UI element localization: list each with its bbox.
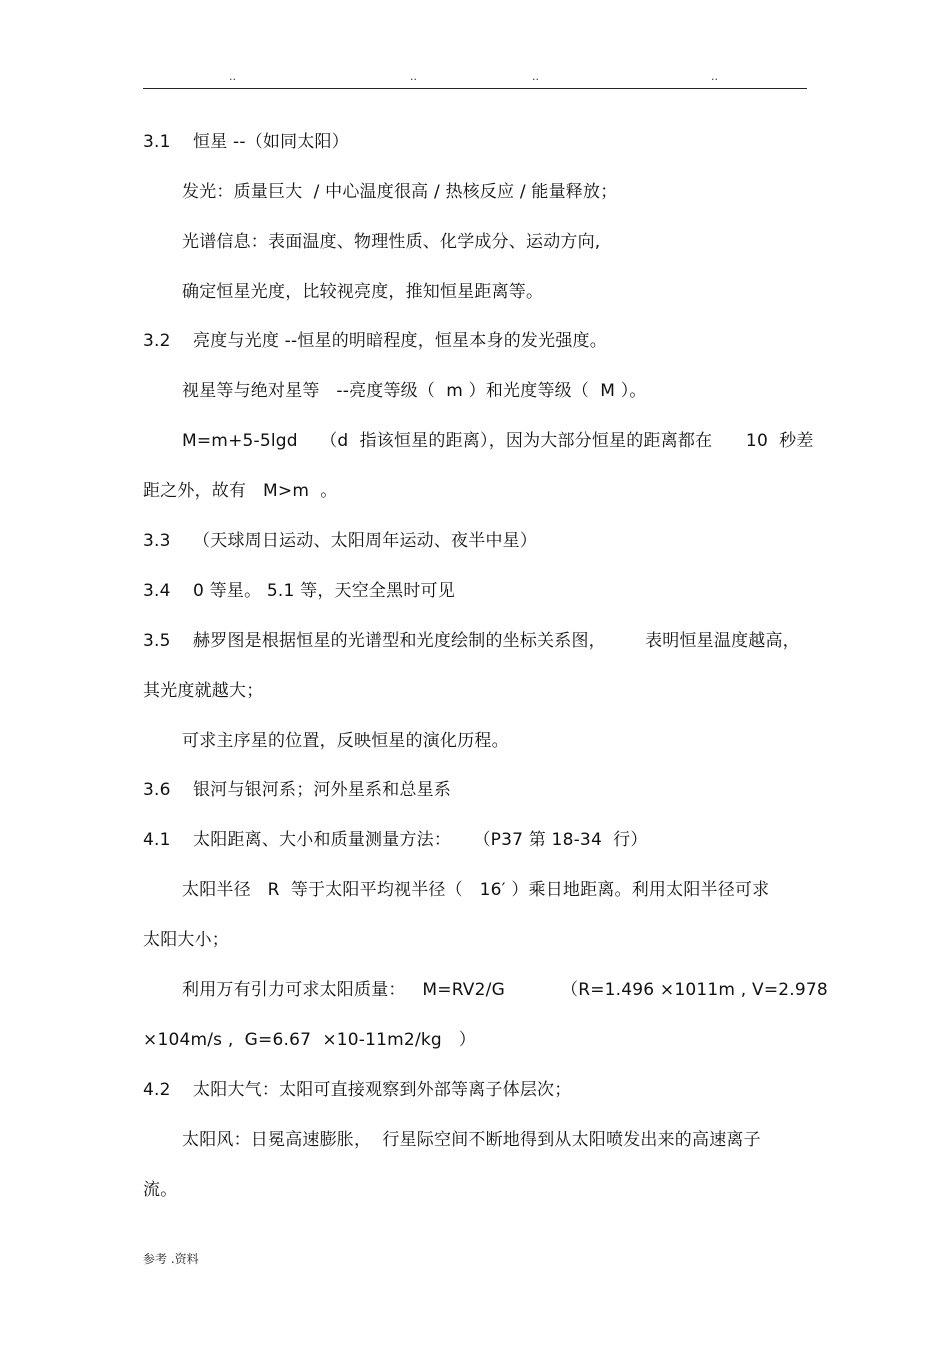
paragraph-line: 确定恒星光度，比较视亮度，推知恒星距离等。 <box>182 282 544 302</box>
paragraph-line: 太阳风：日冕高速膨胀， 行星际空间不断地得到从太阳喷发出来的高速离子 <box>182 1130 761 1150</box>
section-heading-3-3: 3.3 （天球周日运动、太阳周年运动、夜半中星） <box>143 531 538 551</box>
paragraph-line: 距之外，故有 M>m 。 <box>143 481 338 501</box>
paragraph-line: 光谱信息：表面温度、物理性质、化学成分、运动方向, <box>182 232 601 252</box>
header-dots <box>0 70 950 88</box>
header-dot: .. <box>229 70 236 83</box>
paragraph-line: 太阳大小； <box>143 930 229 950</box>
header-dot: .. <box>410 70 417 83</box>
paragraph-line: ×104m/s , G=6.67 ×10-11m2/kg ） <box>143 1030 476 1050</box>
section-heading-4-2: 4.2 太阳大气：太阳可直接观察到外部等离子体层次； <box>143 1080 572 1100</box>
section-heading-3-2: 3.2 亮度与光度 --恒星的明暗程度，恒星本身的发光强度。 <box>143 331 607 351</box>
header-dot: .. <box>532 70 539 83</box>
paragraph-line: 太阳半径 R 等于太阳平均视半径（ 16′ ）乘日地距离。利用太阳半径可求 <box>182 880 770 900</box>
header-rule <box>143 88 807 89</box>
paragraph-line: 发光：质量巨大 / 中心温度很高 / 热核反应 / 能量释放； <box>182 182 618 202</box>
paragraph-line: 视星等与绝对星等 --亮度等级（ m ）和光度等级（ M ）。 <box>182 381 647 401</box>
paragraph-line: M=m+5-5lgd （d 指该恒星的距离），因为大部分恒星的距离都在 10 秒差 <box>182 431 814 451</box>
paragraph-line: 利用万有引力可求太阳质量： M=RV2/G （R=1.496 ×1011m , V=2.978 <box>182 980 828 1000</box>
section-heading-3-5: 3.5 赫罗图是根据恒星的光谱型和光度绘制的坐标关系图， 表明恒星温度越高， <box>143 631 800 651</box>
paragraph-line: 其光度就越大； <box>143 681 264 701</box>
section-heading-3-6: 3.6 银河与银河系；河外星系和总星系 <box>143 780 452 800</box>
paragraph-line: 可求主序星的位置，反映恒星的演化历程。 <box>182 731 509 751</box>
header-dot: .. <box>711 70 718 83</box>
section-heading-3-1: 3.1 恒星 --（如同太阳） <box>143 132 349 152</box>
section-heading-4-1: 4.1 太阳距离、大小和质量测量方法： （P37 第 18-34 行） <box>143 830 648 850</box>
footer-text: 参考 .资料 <box>143 1252 199 1266</box>
paragraph-line: 流。 <box>143 1180 178 1200</box>
section-heading-3-4: 3.4 0 等星。 5.1 等，天空全黑时可见 <box>143 581 455 601</box>
